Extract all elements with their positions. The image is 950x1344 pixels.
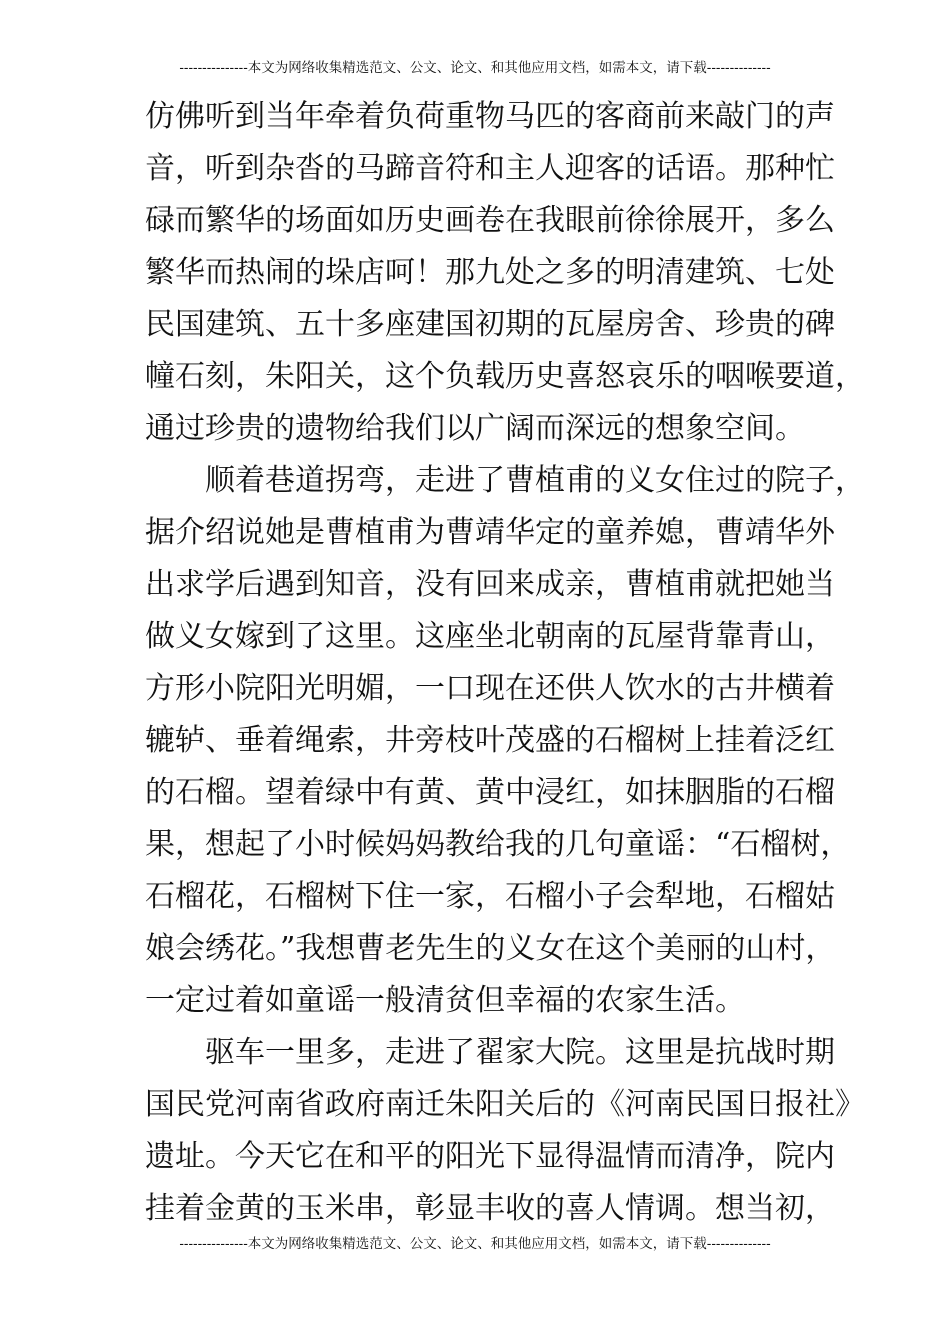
- text-line: 音，听到杂沓的马蹄音符和主人迎客的话语。那种忙: [145, 151, 835, 186]
- text-line: 碌而繁华的场面如历史画卷在我眼前徐徐展开，多么: [145, 203, 835, 238]
- header-banner: ---------------本文为网络收集精选范文、公文、论文、和其他应用文档，如需本文，请下载--------------: [179, 60, 771, 76]
- text-line: 据介绍说她是曹植甫为曹靖华定的童养媳，曹靖华外: [145, 515, 835, 550]
- text-line: 的石榴。望着绿中有黄、黄中浸红，如抹胭脂的石榴: [145, 775, 835, 810]
- text-line: 驱车一里多，走进了翟家大院。这里是抗战时期: [205, 1035, 835, 1070]
- text-line: 挂着金黄的玉米串，彰显丰收的喜人情调。想当初，: [145, 1191, 835, 1226]
- text-line: 幢石刻，朱阳关，这个负载历史喜怒哀乐的咽喉要道，: [145, 359, 865, 394]
- paragraph-3: [145, 1027, 865, 1235]
- text-line: 娘会绣花。”我想曹老先生的义女在这个美丽的山村，: [145, 931, 836, 966]
- text-line: 顺着巷道拐弯，走进了曹植甫的义女住过的院子，: [205, 463, 865, 498]
- paragraph-1: [145, 91, 865, 455]
- text-line: 一定过着如童谣一般清贫但幸福的农家生活。: [145, 983, 745, 1018]
- text-line: 民国建筑、五十多座建国初期的瓦屋房舍、珍贵的碑: [145, 307, 835, 342]
- text-line: 果，想起了小时候妈妈教给我的几句童谣：“石榴树，: [145, 827, 851, 862]
- footer-banner: ---------------本文为网络收集精选范文、公文、论文、和其他应用文档，如需本文，请下载--------------: [179, 1236, 771, 1252]
- text-line: 方形小院阳光明媚，一口现在还供人饮水的古井横着: [145, 671, 835, 706]
- document-body: [145, 91, 865, 1235]
- text-line: 繁华而热闹的垛店呵！那九处之多的明清建筑、七处: [145, 255, 835, 290]
- text-line: 石榴花，石榴树下住一家，石榴小子会犁地，石榴姑: [145, 879, 835, 914]
- text-line: 辘轳、垂着绳索，井旁枝叶茂盛的石榴树上挂着泛红: [145, 723, 835, 758]
- text-line: 做义女嫁到了这里。这座坐北朝南的瓦屋背靠青山，: [145, 619, 835, 654]
- text-line: 出求学后遇到知音，没有回来成亲，曹植甫就把她当: [145, 567, 835, 602]
- text-line: 遗址。今天它在和平的阳光下显得温情而清净，院内: [145, 1139, 835, 1174]
- paragraph-2: [145, 455, 865, 1027]
- text-line: 仿佛听到当年牵着负荷重物马匹的客商前来敲门的声: [145, 99, 835, 134]
- text-line: 通过珍贵的遗物给我们以广阔而深远的想象空间。: [145, 411, 805, 446]
- text-line: 国民党河南省政府南迁朱阳关后的《河南民国日报社》: [145, 1087, 865, 1122]
